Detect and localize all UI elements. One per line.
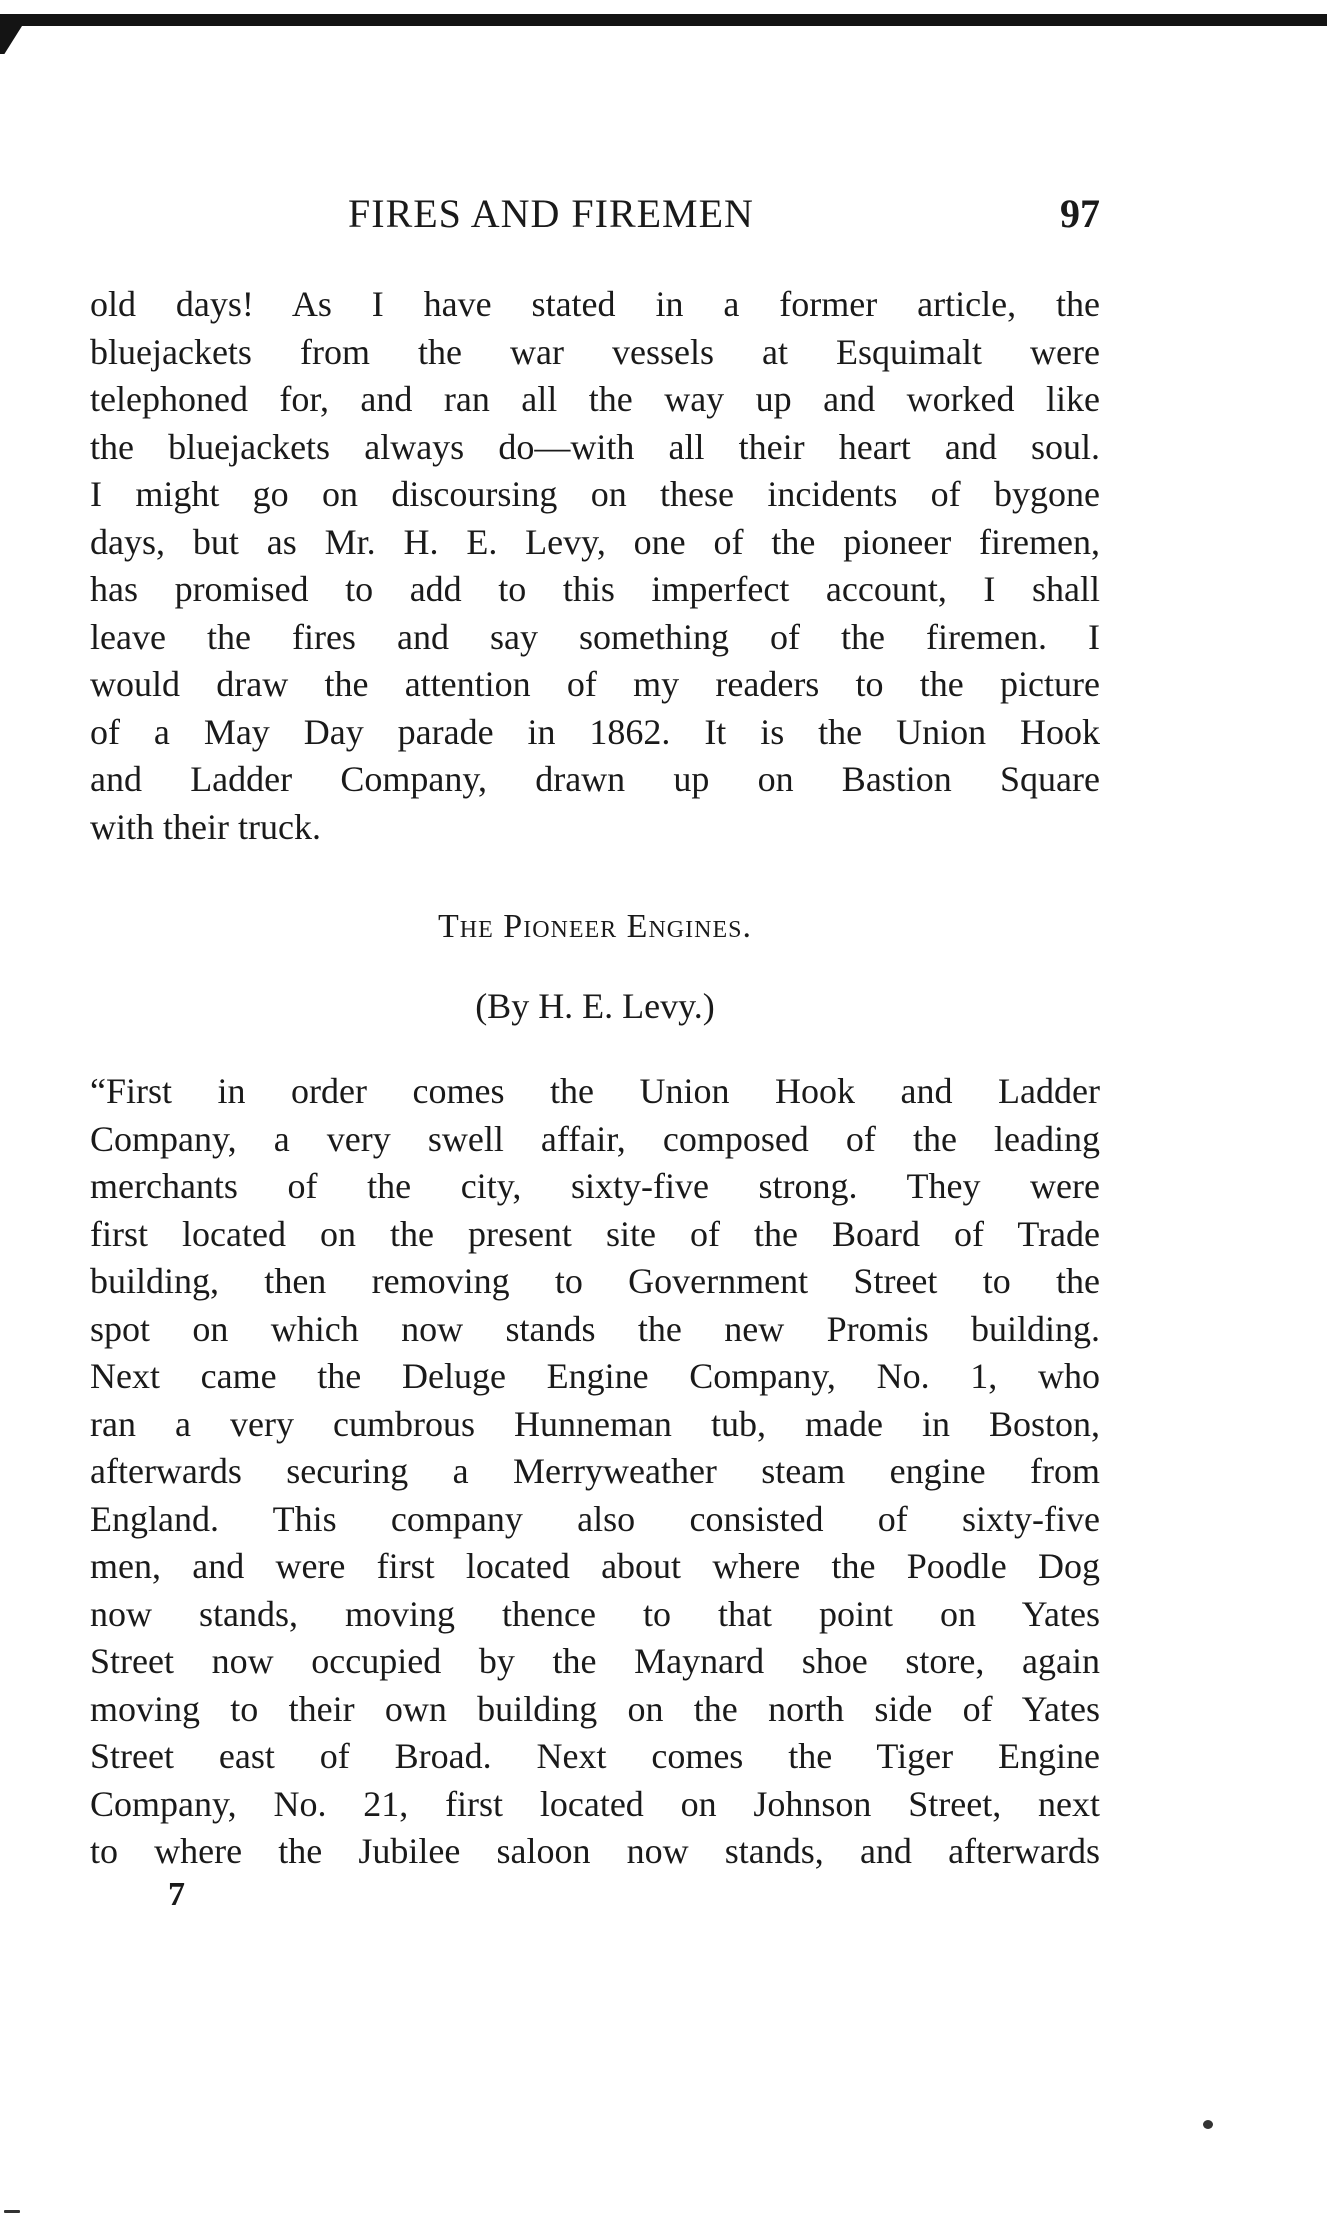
text-line: and Ladder Company, drawn up on Bastion Square [90,759,1100,799]
signature-mark: 7 [168,1876,185,1913]
text-line: first located on the present site of the Board of Trade [90,1213,1100,1254]
text-line: old days! As I have stated in a former article, the [90,284,1100,324]
text-line: telephoned for, and ran all the way up and worked like [90,379,1100,419]
text-line: spot on which now stands the new Promis building. [90,1308,1100,1349]
text-line: England. This company also consisted of sixty-five [90,1498,1100,1539]
text-line: of a May Day parade in 1862. It is the Union Hook [90,711,1100,752]
text-line: moving to their own building on the north side of Yates [90,1688,1100,1729]
text-line: days, but as Mr. H. E. Levy, one of the pioneer firemen, [90,521,1100,562]
running-head [90,186,1100,242]
paragraph-1 [90,281,1100,851]
text-line: with their truck. [90,806,321,847]
text-line: Street now occupied by the Maynard shoe store, again [90,1641,1100,1681]
section-heading: The Pioneer Engines. [438,908,752,945]
text-line: now stands, moving thence to that point on Yates [90,1593,1100,1634]
text-line: to where the Jubilee saloon now stands, and afterwards [90,1831,1100,1871]
scan-speck [1203,2120,1213,2129]
text-line: building, then removing to Government Street to the [90,1261,1100,1301]
text-line: leave the fires and say something of the firemen. I [90,616,1100,657]
text-line: afterwards securing a Merryweather steam engine from [90,1451,1100,1491]
text-line: bluejackets from the war vessels at Esquimalt were [90,331,1100,372]
text-line: has promised to add to this imperfect account, I shall [90,569,1100,609]
text-line: Company, a very swell affair, composed of the leading [90,1118,1100,1159]
top-scan-border [0,14,1327,26]
paragraph-2 [90,1068,1100,1876]
running-title: FIRES AND FIREMEN [348,191,754,236]
scan-border-corner [0,26,22,54]
text-line: Company, No. 21, first located on Johnson Street, next [90,1783,1100,1824]
text-line: ran a very cumbrous Hunneman tub, made in Boston, [90,1403,1100,1444]
text-line: Next came the Deluge Engine Company, No. 1, who [90,1356,1100,1396]
page-number: 97 [1060,191,1100,236]
text-line: would draw the attention of my readers to the picture [90,664,1100,704]
scan-speck [4,2210,20,2213]
text-line: merchants of the city, sixty-five strong. They were [90,1166,1100,1206]
text-line: I might go on discoursing on these incidents of bygone [90,474,1100,514]
text-line: the bluejackets always do—with all their heart and soul. [90,426,1100,467]
text-line: men, and were first located about where the Poodle Dog [90,1546,1100,1586]
text-line: Street east of Broad. Next comes the Tiger Engine [90,1736,1100,1776]
byline: (By H. E. Levy.) [475,986,715,1026]
text-line: “First in order comes the Union Hook and Ladder [90,1071,1100,1111]
